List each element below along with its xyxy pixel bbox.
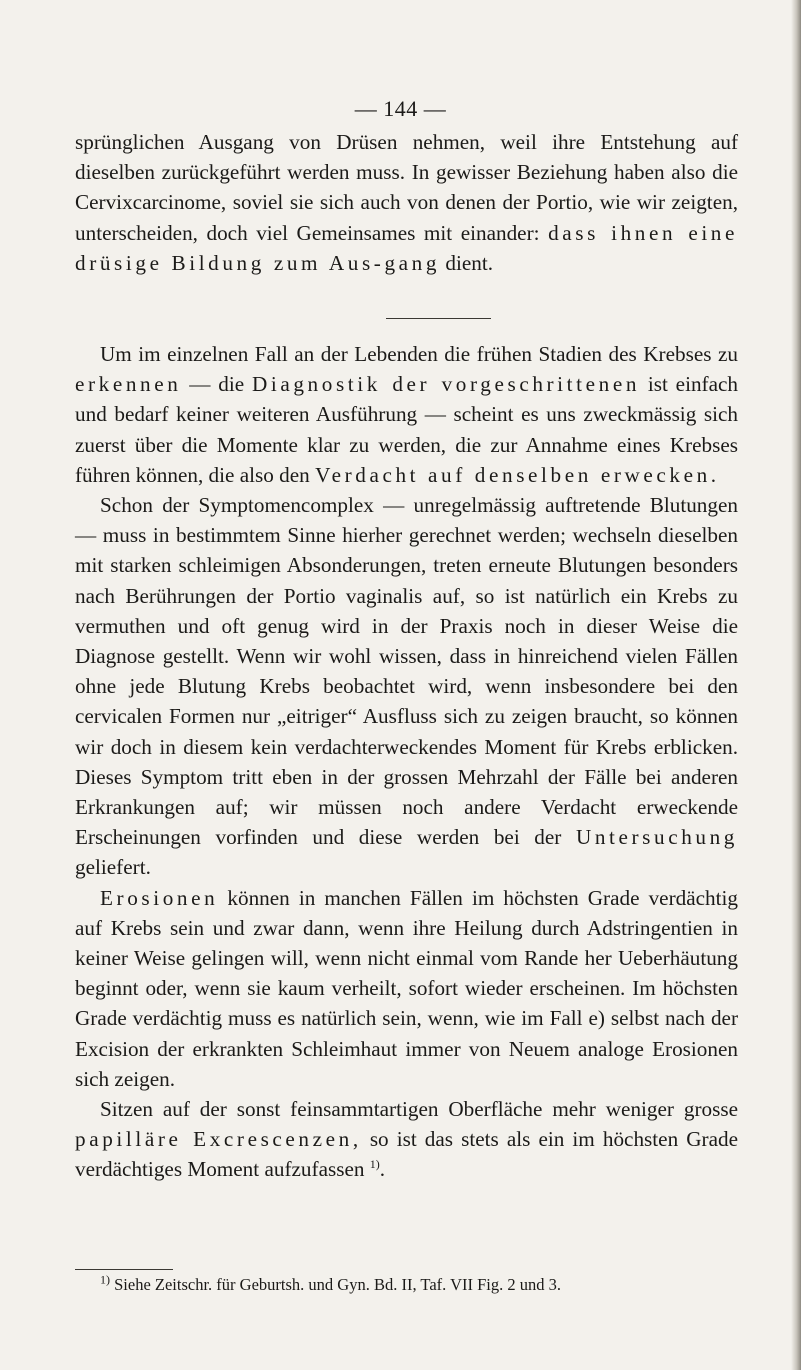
spaced-emphasis: papilläre Excrescenzen,	[75, 1127, 362, 1152]
text-run: können in manchen Fällen im höchsten Grade verdächtig auf Krebs sein und zwar dann, wenn ihre Heilung durch Adstringentien in keiner Weise gelingen will, wenn nicht einmal vom Rande her Ueberhäutung beginnt oder, wenn sie kaum verheilt, sofort wieder erscheinen. Im höchsten Grade verdächtig muss es natürlich sein, wenn, wie im Fall e) selbst nach der Excision der erkrankten Schleimhaut immer von Neuem analoge Erosionen sich zeigen.	[75, 885, 738, 1091]
main-text	[75, 339, 738, 1185]
spaced-emphasis: Verdacht auf denselben erwecken.	[315, 462, 720, 487]
text-run: — die	[189, 372, 245, 397]
text-run: .	[379, 1157, 386, 1182]
page-edge-shadow	[791, 0, 801, 1370]
footnote-text: Siehe Zeitschr. für Geburtsh. und Gyn. Bd. II, Taf. VII Fig. 2 und 3.	[114, 1275, 562, 1294]
spaced-emphasis: dass ihnen eine drüsige Bildung zum Aus-gang	[75, 220, 739, 275]
section-divider	[386, 318, 491, 319]
text-run: dient.	[445, 250, 494, 275]
footnote-mark: 1)	[100, 1272, 110, 1287]
paragraph	[75, 1094, 738, 1185]
paragraph	[75, 339, 738, 490]
text-run: Sitzen auf der sonst feinsammtartigen Oberfläche mehr weniger grosse	[100, 1097, 738, 1122]
footnote	[75, 1274, 738, 1296]
spaced-emphasis: Untersuchung	[575, 825, 738, 850]
paragraph	[75, 883, 738, 1094]
paragraph-text	[75, 127, 738, 278]
paragraph	[75, 490, 738, 883]
spaced-emphasis: Erosionen	[100, 885, 219, 910]
text-run: ist einfach und bedarf keiner weiteren Ausführung — scheint es uns zweckmässig sich zuerst über die Momente klar zu werden, die zur Annahme eines Krebses führen können, die also den	[75, 372, 739, 487]
text-run: Schon der Symptomencomplex — unregelmässig auftretende Blutungen — muss in bestimmtem Sinne hierher gerechnet werden; wechseln dieselben mit starken schleimigen Absonderungen, treten erneute Blutungen besonders nach Berührungen der Portio vaginalis auf, so ist natürlich ein Krebs zu vermuthen und oft genug wird in der Praxis noch in dieser Weise die Diagnose gestellt. Wenn wir wohl wissen, dass in hinreichend vielen Fällen ohne jede Blutung Krebs beobachtet wird, wenn insbesondere bei den cervicalen Formen nur „eitriger“ Ausfluss sich zu zeigen braucht, so können wir doch in diesem kein verdachterweckendes Moment für Krebs erblicken. Dieses Symptom tritt eben in der grossen Mehrzahl der Fälle bei anderen Erkrankungen auf; wir müssen noch andere Verdacht erweckende Erscheinungen vorfinden und diese werden bei der	[75, 493, 738, 850]
text-run: geliefert.	[75, 855, 151, 880]
footnote-divider	[75, 1269, 173, 1270]
spaced-emphasis: Diagnostik der vorgeschrittenen	[251, 372, 641, 397]
text-run: so ist das stets als ein im höchsten Grade verdächtiges Moment aufzufassen	[75, 1127, 738, 1182]
text-run: Um im einzelnen Fall an der Lebenden die frühen Stadien des Krebses zu	[100, 342, 738, 366]
footnote-reference[interactable]: 1)	[369, 1157, 380, 1172]
page-number: — 144 —	[354, 96, 447, 121]
paragraph-continuation	[75, 127, 738, 278]
spaced-emphasis: erkennen	[75, 372, 182, 397]
text-run: sprünglichen Ausgang von Drüsen nehmen, weil ihre Entstehung auf dieselben zurückgeführt werden muss. In gewisser Beziehung haben also die Cervixcarcinome, soviel sie sich auch von denen der Portio, wie wir zeigten, unterscheiden, doch viel Gemeinsames mit einander:	[75, 130, 738, 245]
